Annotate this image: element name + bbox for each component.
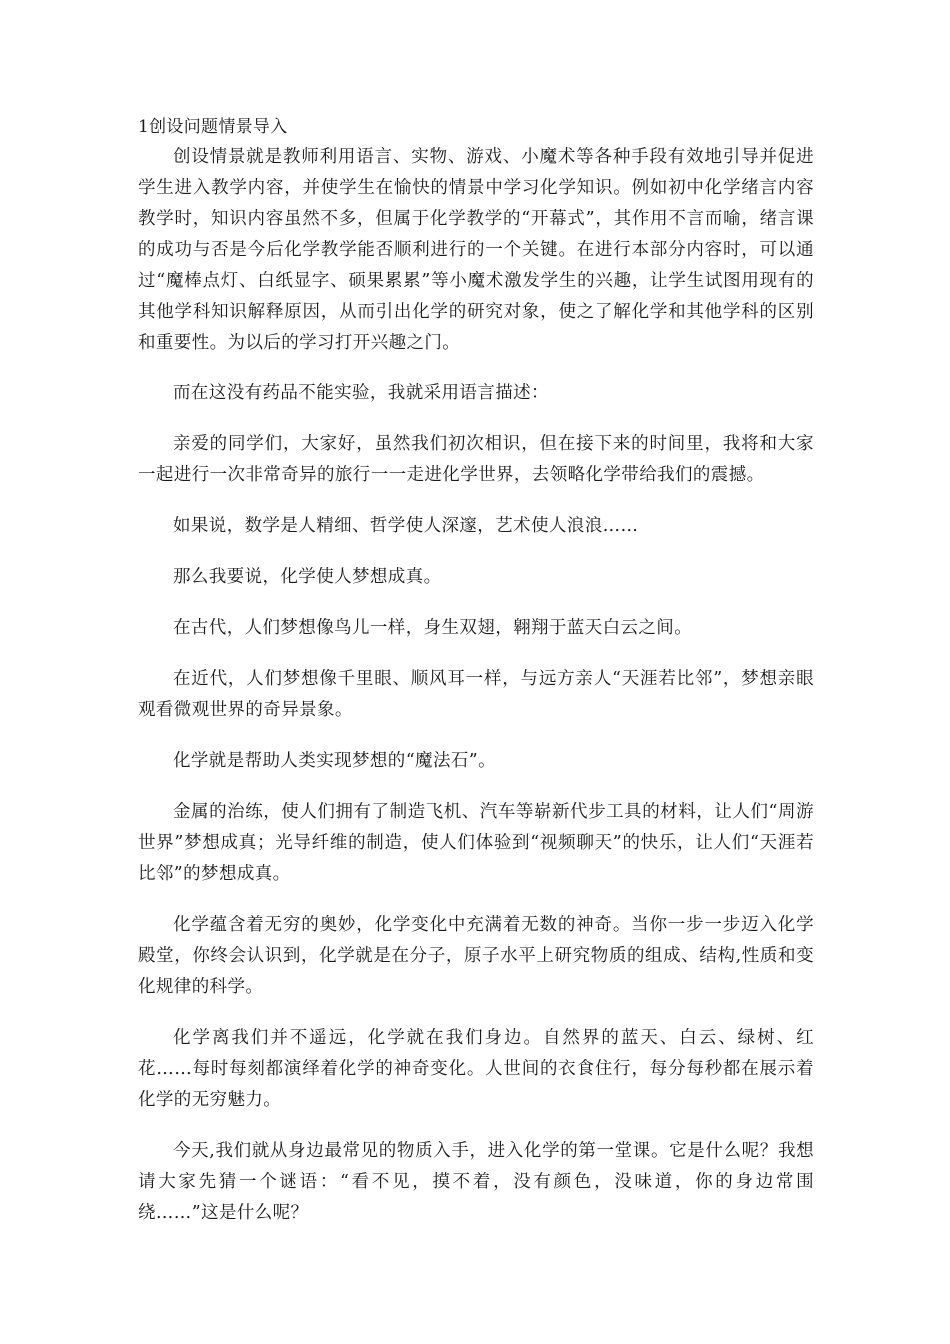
paragraph: 化学蕴含着无穷的奥妙，化学变化中充满着无数的神奇。当你一步一步迈入化学殿堂，你终会认识到，化学就是在分子，原子水平上研究物质的组成、结构,性质和变化规律的科学。: [138, 915, 814, 997]
paragraph: 今天,我们就从身边最常见的物质入手，进入化学的第一堂课。它是什么呢？我想请大家先猜一个谜语：“看不见，摸不着，没有颜色，没味道，你的身边常围绕……”这是什么呢？: [138, 1141, 814, 1223]
document-page: [138, 113, 814, 1249]
paragraph: 亲爱的同学们，大家好，虽然我们初次相识，但在接下来的时间里，我将和大家一起进行一次非常奇异的旅行一一走进化学世界，去领略化学带给我们的震撼。: [138, 434, 814, 485]
paragraph: 化学就是帮助人类实现梦想的“魔法石”。: [173, 751, 496, 771]
paragraph-intro: 创设情景就是教师利用语言、实物、游戏、小魔术等各种手段有效地引导并促进学生进入教学内容，并使学生在愉快的情景中学习化学知识。例如初中化学绪言内容教学时，知识内容虽然不多，但属于化学教学的“开幕式”，其作用不言而喻，绪言课的成功与否是今后化学教学能否顺利进行的一个关键。在进行本部分内容时，可以通过“魔棒点灯、白纸显字、硕果累累”等小魔术激发学生的兴趣，让学生试图用现有的其他学科知识解释原因，从而引出化学的研究对象，使之了解化学和其他学科的区别和重要性。为以后的学习打开兴趣之门。: [138, 147, 814, 353]
paragraph: 金属的治练，使人们拥有了制造飞机、汽车等崭新代步工具的材料，让人们“周游世界”梦想成真；光导纤维的制造，使人们体验到“视频聊天”的快乐，让人们“天涯若比邻”的梦想成真。: [138, 802, 814, 884]
paragraph: 在近代，人们梦想像千里眼、顺风耳一样，与远方亲人“天涯若比邻”，梦想亲眼观看微观世界的奇异景象。: [138, 669, 814, 720]
paragraph: 如果说，数学是人精细、哲学使人深邃，艺术使人浪浪……: [173, 516, 639, 536]
paragraph: 那么我要说，化学使人梦想成真。: [173, 567, 442, 587]
section-heading: 1创设问题情景导入: [138, 117, 288, 137]
paragraph: 化学离我们并不遥远，化学就在我们身边。自然界的蓝天、白云、绿树、红花……每时每刻都演绎着化学的神奇变化。人世间的衣食住行，每分每秒都在展示着化学的无穷魅力。: [138, 1028, 814, 1110]
paragraph: 而在这没有药品不能实验，我就采用语言描述：: [173, 383, 549, 403]
paragraph: 在古代，人们梦想像鸟儿一样，身生双翅，翱翔于蓝天白云之间。: [173, 618, 693, 638]
